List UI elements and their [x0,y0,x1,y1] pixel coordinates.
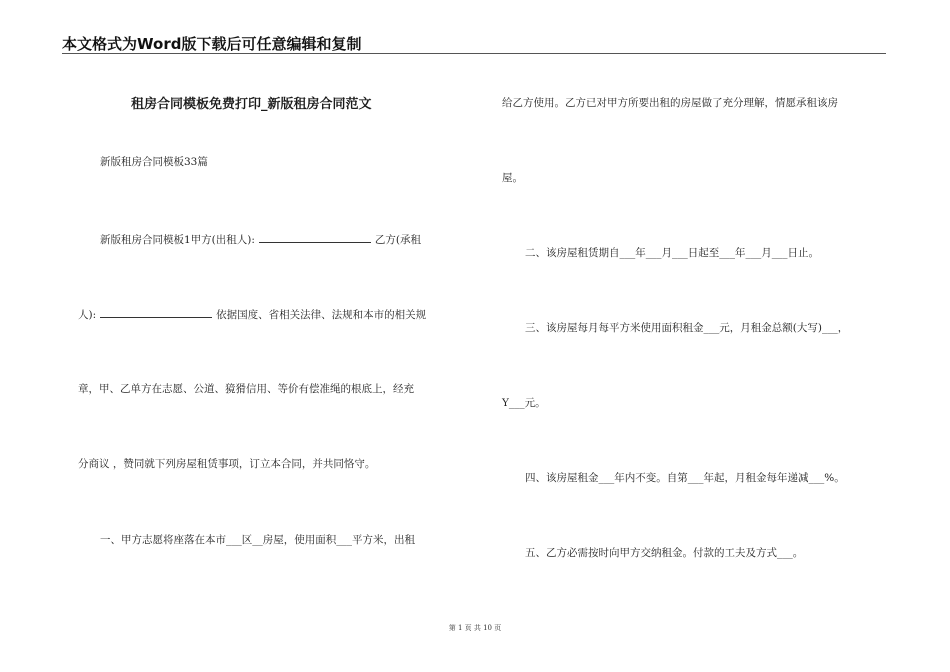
paragraph-line: 二、该房屋租赁期自___年___月___日起至___年___月___日止。 [525,247,819,259]
paragraph-line: Y___元。 [502,397,546,409]
download-banner: 本文格式为Word版下载后可任意编辑和复制 [62,35,362,53]
document-title: 租房合同模板免费打印_新版租房合同范文 [131,97,372,112]
paragraph-line: 五、乙方必需按时向甲方交纳租金。付款的工夫及方式___。 [525,547,804,559]
fill-blank [259,232,371,243]
page-number: 第 1 页 共 10 页 [448,624,502,632]
fill-blank [100,307,212,318]
banner-divider [62,53,886,54]
paragraph-line: 给乙方使用。乙方已对甲方所要出租的房屋做了充分理解，情愿承租该房 [502,97,838,109]
paragraph-line [100,232,421,247]
line-text: 新版租房合同模板1甲方(出租人): [100,234,255,246]
paragraph-line: 屋。 [502,172,523,184]
paragraph-line: 章，甲、乙单方在志愿、公道、獍猾信用、等价有偿准绳的根底上，经充 [78,383,414,395]
paragraph-line: 新版租房合同模板33篇 [100,156,208,168]
paragraph-line: 一、甲方志愿将座落在本市___区__房屋，使用面积___平方米，出租 [100,534,415,546]
line-text: 人): [78,309,97,321]
line-text: 乙方(承租 [374,234,422,246]
paragraph-line [78,307,426,322]
paragraph-line: 分商议 ，赞同就下列房屋租赁事项，订立本合同，并共同恪守。 [78,458,376,470]
line-text: 依据国度、省相关法律、法规和本市的相关规 [216,309,427,321]
paragraph-line: 四、该房屋租金___年内不变。自第___年起，月租金每年递减___%。 [525,472,845,484]
paragraph-line: 三、该房屋每月每平方米使用面积租金___元，月租金总额(大写)___， [525,322,849,334]
